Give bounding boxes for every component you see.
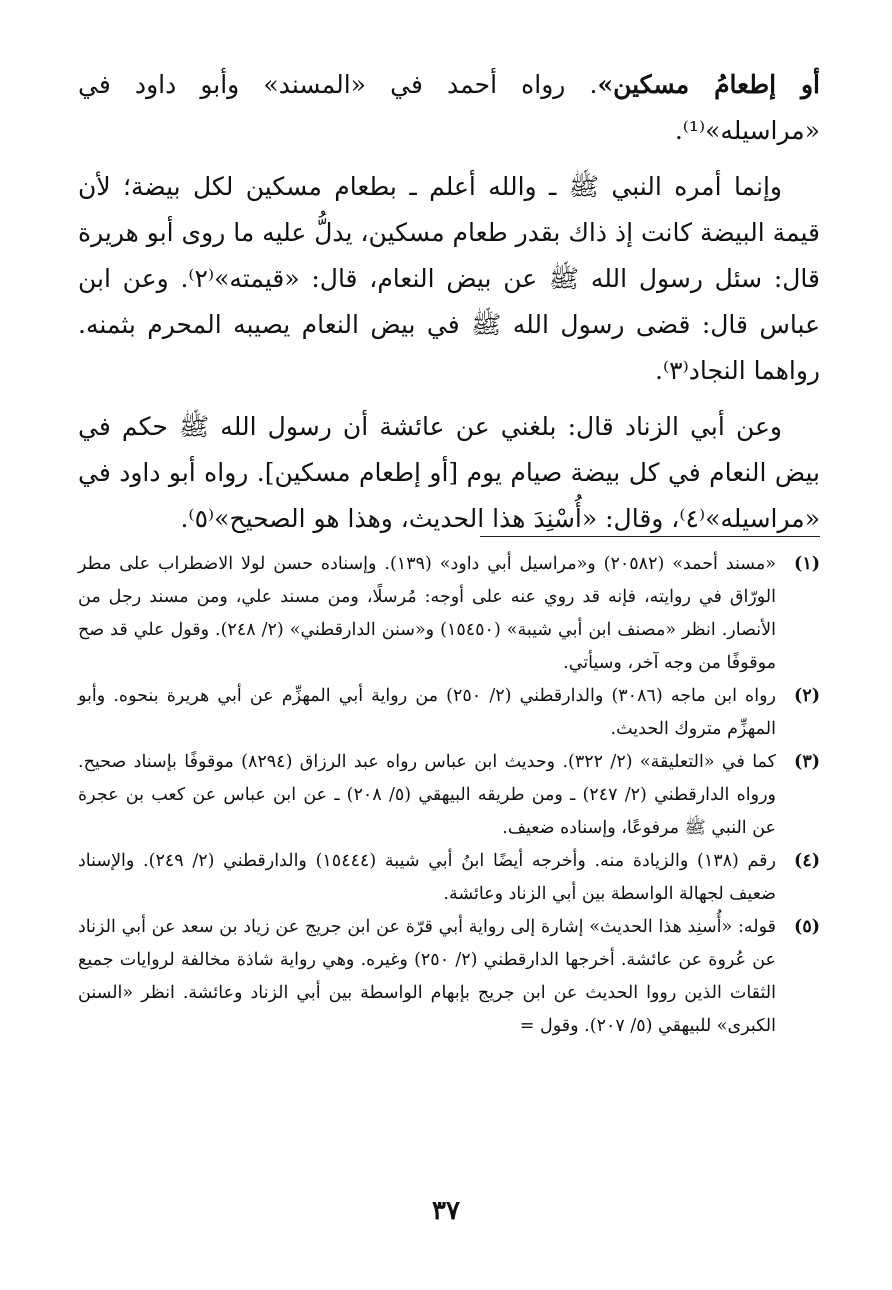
footnote-text: قوله: «أُسنِد هذا الحديث» إشارة إلى رواية أبي قرّة عن ابن جريج عن زياد بن سعد عن أبي الزناد عن عُروة عن عائشة. أخرجها الدارقطني (٢/ ٢٥٠) وغيره. وهي رواية شاذة مخالفة لروايات جميع الثقات الذين رووا الحديث عن ابن جريج بإبهام الواسطة بين أبي الزناد وعائشة. انظر «السنن الكبرى» للبيهقي (٥/ ٢٠٧). وقول = bbox=[78, 917, 776, 1036]
footnote-number: (٣) bbox=[794, 752, 820, 772]
footnote-4 bbox=[78, 845, 820, 911]
footnote-number: (٢) bbox=[794, 686, 820, 706]
footnote-text: رواه ابن ماجه (٣٠٨٦) والدارقطني (٢/ ٢٥٠) من رواية أبي المهزِّم عن أبي هريرة بنحوه. وأبو المهزِّم متروك الحديث. bbox=[78, 686, 776, 739]
footnote-2 bbox=[78, 680, 820, 746]
footnote-text: رقم (١٣٨) والزيادة منه. وأخرجه أيضًا ابنُ أبي شيبة (١٥٤٤٤) والدارقطني (٢/ ٢٤٩). والإسناد ضعيف لجهالة الواسطة بين أبي الزناد وعائشة. bbox=[78, 851, 776, 904]
footnote-number: (٥) bbox=[794, 917, 820, 937]
footnote-3 bbox=[78, 746, 820, 845]
footnote-text: كما في «التعليقة» (٢/ ٣٢٢). وحديث ابن عباس رواه عبد الرزاق (٨٢٩٤) موقوفًا بإسناد صحيح. ورواه الدارقطني (٢/ ٢٤٧) ـ ومن طريقه البيهقي (٥/ ٢٠٨) ـ عن ابن عباس عن كعب بن عجرة عن النبي ﷺ مرفوعًا، وإسناده ضعيف. bbox=[78, 752, 776, 838]
main-paragraph-2: وإنما أمره النبي ﷺ ـ والله أعلم ـ بطعام مسكين لكل بيضة؛ لأن قيمة البيضة كانت إذ ذاك بقدر طعام مسكين، يدلُّ عليه ما روى أبو هريرة قال: سئل رسول الله ﷺ عن بيض النعام، قال: «قيمته»⁽٢⁾. وعن ابن عباس قال: قضى رسول الله ﷺ في بيض النعام يصيبه المحرم بثمنه. رواهما النجاد⁽٣⁾. bbox=[78, 172, 821, 385]
footnote-separator bbox=[480, 536, 820, 537]
bold-phrase: أو إطعامُ مسكين» bbox=[597, 70, 820, 99]
footnote-text: «مسند أحمد» (٢٠٥٨٢) و«مراسيل أبي داود» (١٣٩). وإسناده حسن لولا الاضطراب على مطر الورّاق في روايته، فإنه قد روي عنه على أوجه: مُرسلًا، ومن مسند علي، ومن مسند رجل من الأنصار. انظر «مصنف ابن أبي شيبة» (١٥٤٥٠) و«سنن الدارقطني» (٢/ ٢٤٨). وقول علي قد صح موقوفًا من وجه آخر، وسيأتي. bbox=[78, 554, 776, 673]
footnote-1 bbox=[78, 548, 820, 680]
footnote-5 bbox=[78, 911, 820, 1043]
page-number: ٣٧ bbox=[432, 1196, 460, 1226]
footnote-number: (١) bbox=[794, 554, 820, 574]
main-paragraph-1 bbox=[78, 62, 820, 154]
main-text bbox=[78, 62, 820, 542]
footnotes bbox=[78, 548, 820, 1043]
footnote-number: (٤) bbox=[794, 851, 820, 871]
paragraph-text: . رواه أحمد في «المسند» وأبو داود في «مراسيله»⁽¹⁾. bbox=[78, 70, 820, 145]
main-paragraph-3: وعن أبي الزناد قال: بلغني عن عائشة أن رسول الله ﷺ حكم في بيض النعام في كل بيضة صيام يوم [أو إطعام مسكين]. رواه أبو داود في «مراسيله»⁽٤⁾، وقال: «أُسْنِدَ هذا الحديث، وهذا هو الصحيح»⁽٥⁾. bbox=[78, 412, 820, 533]
